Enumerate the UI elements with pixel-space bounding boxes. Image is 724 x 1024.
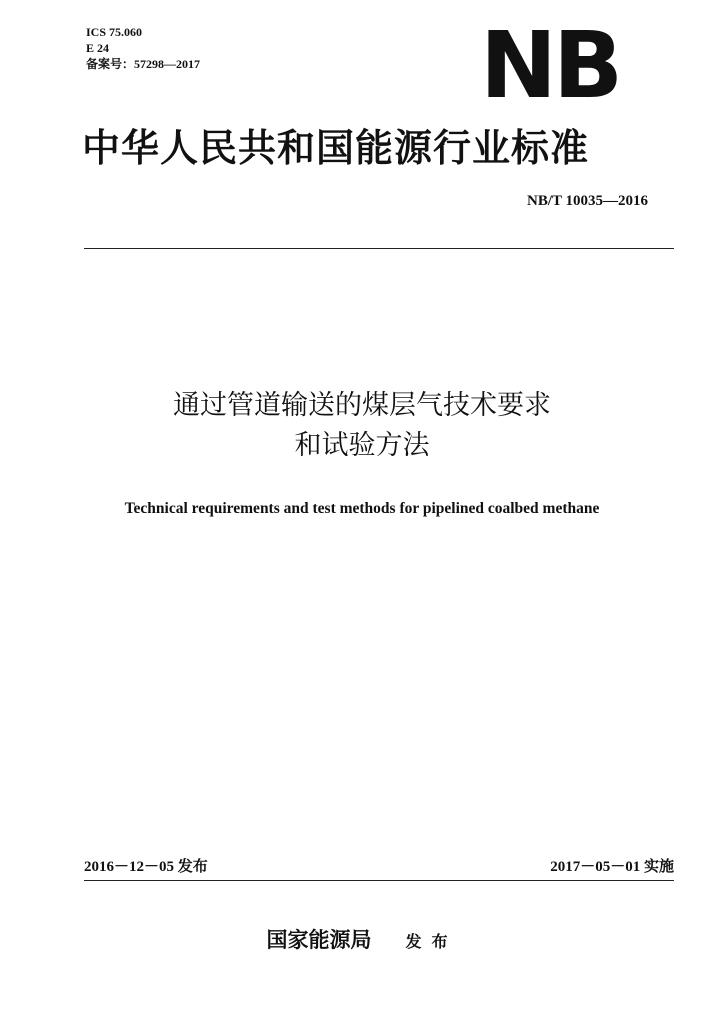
issue-date: 2016－12－05 发布 [84, 859, 208, 875]
implementation-date: 2017－05－01 实施 [550, 859, 674, 875]
nb-logo: NB [480, 12, 620, 119]
english-title: Technical requirements and test methods for pipelined coalbed methane [124, 500, 600, 517]
chinese-title [0, 386, 724, 466]
chinese-title-line-2: 和试验方法 [294, 430, 430, 461]
issuer-name: 国家能源局 [266, 927, 372, 952]
classification-block [86, 24, 200, 72]
issuer-suffix: 发布 [405, 932, 458, 951]
footer-divider [84, 880, 674, 881]
issuer [0, 924, 724, 958]
category-code: E 24 [86, 41, 110, 55]
chinese-title-line-1: 通过管道输送的煤层气技术要求 [173, 390, 551, 421]
standard-number: NB/T 10035—2016 [527, 193, 648, 209]
ics-code: ICS 75.060 [86, 25, 143, 39]
header-divider [84, 248, 674, 249]
org-title: 中华人民共和国能源行业标准 [82, 125, 590, 170]
filing-number: 备案号：57298—2017 [86, 57, 201, 71]
